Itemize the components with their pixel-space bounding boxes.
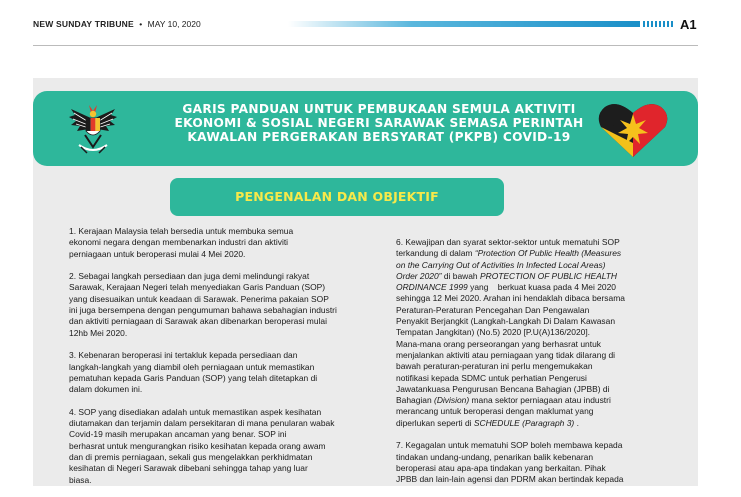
- left-column: [69, 226, 387, 497]
- banner-title-line: KAWALAN PERGERAKAN BERSYARAT (PKPB) COVID-19: [187, 130, 571, 144]
- text-line: dan di premis perniagaan, sekali gus mengelakkan perkhidmatan: [69, 451, 313, 462]
- sarawak-heart-logo-icon: [595, 99, 671, 161]
- text-line: [396, 271, 696, 282]
- text-line: dalam dokumen ini.: [69, 384, 143, 395]
- text-line: kesihatan di Negeri Sarawak dibebani sehingga tahap yang luar: [69, 463, 308, 474]
- text-line: Peraturan-Peraturan Pencegahan Dan Pengawalan: [396, 304, 590, 315]
- text-line: ekonomi negara dengan membenarkan industri dan aktiviti: [69, 237, 289, 248]
- text-run: diperlukan seperti di: [396, 417, 474, 428]
- italic-run: Order 2020”: [396, 270, 442, 281]
- italic-run: ORDINANCE 1999: [396, 282, 468, 293]
- italic-run: “Protection Of Public Health (Measures: [474, 248, 622, 259]
- text-line: tindakan undang-undang, penarikan balik kebenaran: [396, 451, 594, 462]
- text-line: 1. Kerajaan Malaysia telah bersedia untuk membuka semua: [69, 226, 294, 236]
- masthead-gradient-bar: [288, 21, 640, 27]
- right-column: [396, 237, 696, 497]
- text-run: mana sektor perniagaan atau industri: [469, 395, 611, 406]
- italic-run: (Division): [434, 395, 470, 406]
- text-line: Covid-19 masih merupakan ancaman yang benar. SOP ini: [69, 429, 287, 440]
- text-run: .: [574, 417, 579, 428]
- masthead-separator: •: [139, 19, 143, 29]
- masthead: [0, 0, 741, 48]
- banner-title-line: GARIS PANDUAN UNTUK PEMBUKAAN SEMULA AKTIVITI: [182, 102, 576, 116]
- publication-name: NEW SUNDAY TRIBUNE: [33, 19, 134, 29]
- text-line: biasa.: [69, 474, 92, 485]
- text-line: yang disesuaikan untuk keadaan di Sarawak. Penerima pakaian SOP: [69, 293, 329, 304]
- text-line: Sarawak, Kerajaan Negeri telah menyediakan Garis Panduan (SOP): [69, 282, 326, 293]
- text-run: terkandung di dalam: [396, 248, 475, 259]
- masthead-rule: [33, 45, 698, 46]
- text-line: 12hb Mei 2020.: [69, 327, 128, 338]
- text-line: ini juga bersempena dengan pengumuman bahawa sebahagian industri: [69, 305, 337, 316]
- banner-title-line: EKONOMI & SOSIAL NEGERI SARAWAK SEMASA PERINTAH: [174, 116, 584, 130]
- text-line: Mana-mana orang perseorangan yang berhasrat untuk: [396, 338, 601, 349]
- italic-run: on the Carrying Out of Activities In Infected Local Areas): [396, 259, 606, 270]
- publication-date: MAY 10, 2020: [147, 19, 201, 29]
- italic-run: SCHEDULE (Paragraph 3): [473, 417, 575, 428]
- text-line: [396, 418, 696, 429]
- paragraph-6: [396, 237, 696, 429]
- text-line: 4. SOP yang disediakan adalah untuk memastikan aspek kesihatan: [69, 406, 322, 417]
- title-banner: [33, 91, 698, 166]
- text-line: Penyakit Berjangkit (Langkah-Langkah Di Dalam Kawasan: [396, 316, 616, 327]
- text-line: 7. Kegagalan untuk mematuhi SOP boleh membawa kepada: [396, 440, 623, 451]
- paragraph-7: [396, 440, 696, 485]
- text-line: berhasrat untuk mengurangkan risiko kesihatan kepada orang awam: [69, 440, 326, 451]
- text-run: yang berkuat kuasa pada 4 Mei 2020: [467, 282, 616, 293]
- text-line: [396, 282, 696, 293]
- page-number: A1: [680, 17, 697, 32]
- text-line: merancang untuk beroperasi dengan maklumat yang: [396, 406, 594, 417]
- text-line: dan aktiviti perniagaan di Sarawak akan dibenarkan beroperasi mulai: [69, 316, 327, 327]
- text-line: Tempatan Jangkitan) (No.5) 2020 [P.U(A)136/2020].: [396, 327, 591, 338]
- masthead-info: [33, 19, 201, 29]
- text-line: [396, 260, 696, 271]
- italic-run: PROTECTION OF PUBLIC HEALTH: [479, 270, 618, 281]
- text-line: [396, 395, 696, 406]
- text-run: Bahagian: [396, 395, 435, 406]
- text-line: bawah peraturan-peraturan ini perlu mengemukakan: [396, 361, 593, 372]
- text-line: [396, 248, 696, 259]
- banner-title: [140, 102, 618, 144]
- text-line: 2. Sebagai langkah persediaan dan juga demi melindungi rakyat: [69, 271, 310, 282]
- section-heading: [170, 178, 504, 216]
- text-line: langkah-langkah yang diambil oleh perniagaan untuk memastikan: [69, 361, 315, 372]
- text-line: beroperasi atau apa-apa tindakan yang berkaitan. Pihak: [396, 462, 606, 473]
- text-line: sehingga 12 Mei 2020. Arahan ini hendaklah dibaca bersama: [396, 293, 625, 304]
- masthead-stripes: [643, 21, 673, 27]
- paragraph-2: [69, 271, 387, 339]
- text-line: 6. Kewajipan dan syarat sektor-sektor untuk mematuhi SOP: [396, 237, 620, 247]
- paragraph-1: [69, 226, 387, 260]
- sarawak-crest-icon: [67, 101, 119, 157]
- paragraph-3: [69, 350, 387, 395]
- text-run: di bawah: [441, 270, 480, 281]
- text-line: 3. Kebenaran beroperasi ini tertakluk kepada persediaan dan: [69, 350, 298, 361]
- text-line: Jawatankuasa Pengurusan Bencana Bahagian (JPBB) di: [396, 383, 610, 394]
- text-line: perniagaan untuk beroperasi mulai 4 Mei 2020.: [69, 248, 246, 259]
- text-line: menjalankan aktiviti atau perniagaan yang tidak dilarang di: [396, 349, 616, 360]
- text-line: pematuhan kepada Garis Panduan (SOP) yang telah ditetapkan di: [69, 372, 318, 383]
- text-line: notifikasi kepada SDMC untuk perhatian Pengerusi: [396, 372, 587, 383]
- text-line: diutamakan dan terjamin dalam persekitaran di mana penularan wabak: [69, 418, 335, 429]
- section-title: PENGENALAN DAN OBJEKTIF: [235, 189, 439, 204]
- paragraph-4: [69, 407, 387, 486]
- text-line: JPBB dan lain-lain agensi dan PDRM akan bertindak kepada: [396, 474, 624, 485]
